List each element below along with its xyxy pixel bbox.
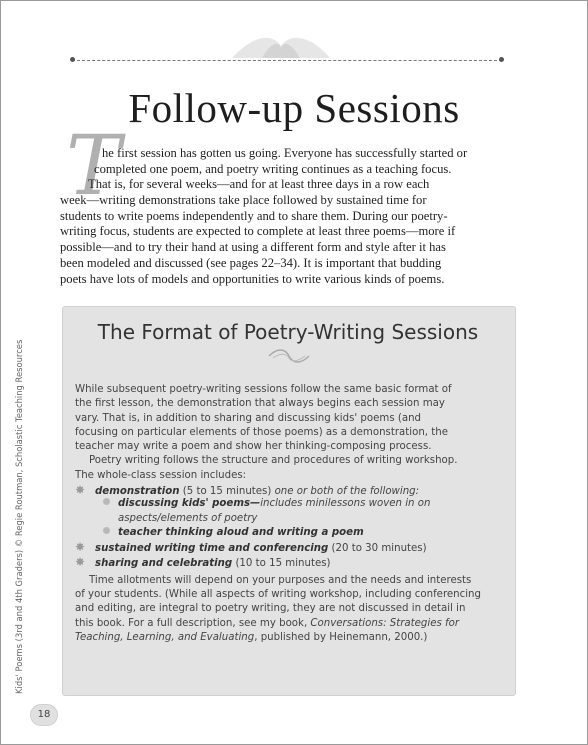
item-text: includes minilessons woven in on xyxy=(260,498,431,510)
dot-bullet-icon xyxy=(103,498,110,505)
item-label: discussing kids' poems— xyxy=(118,498,261,510)
body-line xyxy=(75,631,505,645)
item-label: sustained writing time and conferencing xyxy=(95,543,329,555)
intro-line: week—writing demonstrations take place followed by sustained time for xyxy=(60,193,427,208)
body-line xyxy=(75,617,505,631)
body-line: The whole-class session includes: xyxy=(75,469,247,481)
intro-paragraph xyxy=(60,146,520,287)
item-text: (20 to 30 minutes) xyxy=(328,543,427,555)
item-label: sharing and celebrating xyxy=(95,557,233,569)
star-bullet-icon: ✸ xyxy=(75,554,86,569)
drop-cap: T xyxy=(66,119,121,214)
body-line: vary. That is, in addition to sharing and discussing kids' poems (and xyxy=(75,412,422,424)
body-line: the first lesson, the demonstration that always begins each session may xyxy=(75,398,445,410)
item-text: one or both of the following: xyxy=(274,486,420,498)
header-rule xyxy=(72,60,502,61)
box-body xyxy=(75,383,505,645)
flourish-icon xyxy=(265,346,313,366)
body-line: of your students. (While all aspects of writing workshop, including conferencing xyxy=(75,589,481,601)
item-label: teacher thinking aloud and writing a poem xyxy=(118,526,364,538)
body-line: and editing, are integral to poetry writing, they are not discussed in detail in xyxy=(75,603,466,615)
item-text: (5 to 15 minutes) xyxy=(179,486,275,498)
page-title: Follow-up Sessions xyxy=(128,85,460,131)
list-subitem xyxy=(75,526,505,540)
list-subitem-cont xyxy=(75,512,505,526)
intro-line: completed one poem, and poetry writing continues as a teaching focus. xyxy=(94,161,452,176)
leaf-ornament-icon xyxy=(222,28,340,62)
box-title: The Format of Poetry-Writing Sessions xyxy=(97,320,479,344)
item-text: aspects/elements of poetry xyxy=(118,512,258,524)
rule-end-dot xyxy=(70,57,75,62)
item-text: (10 to 15 minutes) xyxy=(232,557,331,569)
body-line: teacher may write a poem and show her thinking-composing process. xyxy=(75,441,432,453)
list-item xyxy=(75,540,505,554)
intro-line: students to write poems independently and to share them. During our poetry- xyxy=(60,208,448,223)
item-label: demonstration xyxy=(95,486,180,498)
body-line: Time allotments will depend on your purposes and the needs and interests xyxy=(89,574,472,586)
list-item xyxy=(75,483,505,497)
intro-line: possible—and to try their hand at using a different form and style after it has xyxy=(60,240,446,255)
copyright-credit: Kids' Poems (3rd and 4th Graders) © Regie Routman, Scholastic Teaching Resources xyxy=(14,339,24,694)
body-line: Poetry writing follows the structure and procedures of writing workshop. xyxy=(89,455,458,467)
list-subitem xyxy=(75,497,505,511)
intro-line: he first session has gotten us going. Everyone has successfully started or xyxy=(102,146,468,160)
body-line: focusing on particular elements of those poems) as a demonstration, the xyxy=(75,426,448,438)
body-line: While subsequent poetry-writing sessions follow the same basic format of xyxy=(75,384,452,395)
dot-bullet-icon xyxy=(103,527,110,534)
page-number: 18 xyxy=(30,704,58,726)
intro-line: been modeled and discussed (see pages 22–34). It is important that budding xyxy=(60,255,442,270)
star-bullet-icon: ✸ xyxy=(75,483,86,498)
book-title: Teaching, Learning, and Evaluating xyxy=(75,632,255,644)
rule-end-dot xyxy=(499,57,504,62)
intro-line: poets have lots of models and opportunities to write various kinds of poems. xyxy=(60,271,445,286)
star-bullet-icon: ✸ xyxy=(75,540,86,555)
list-item xyxy=(75,555,505,569)
body-text: this book. For a full description, see my book, xyxy=(75,617,311,629)
book-title: Conversations: Strategies for xyxy=(310,617,460,629)
intro-line: writing focus, students are expected to complete at least three poems—more if xyxy=(60,224,456,239)
body-text: , published by Heinemann, 2000.) xyxy=(254,632,428,644)
intro-line: That is, for several weeks—and for at least three days in a row each xyxy=(88,177,430,192)
